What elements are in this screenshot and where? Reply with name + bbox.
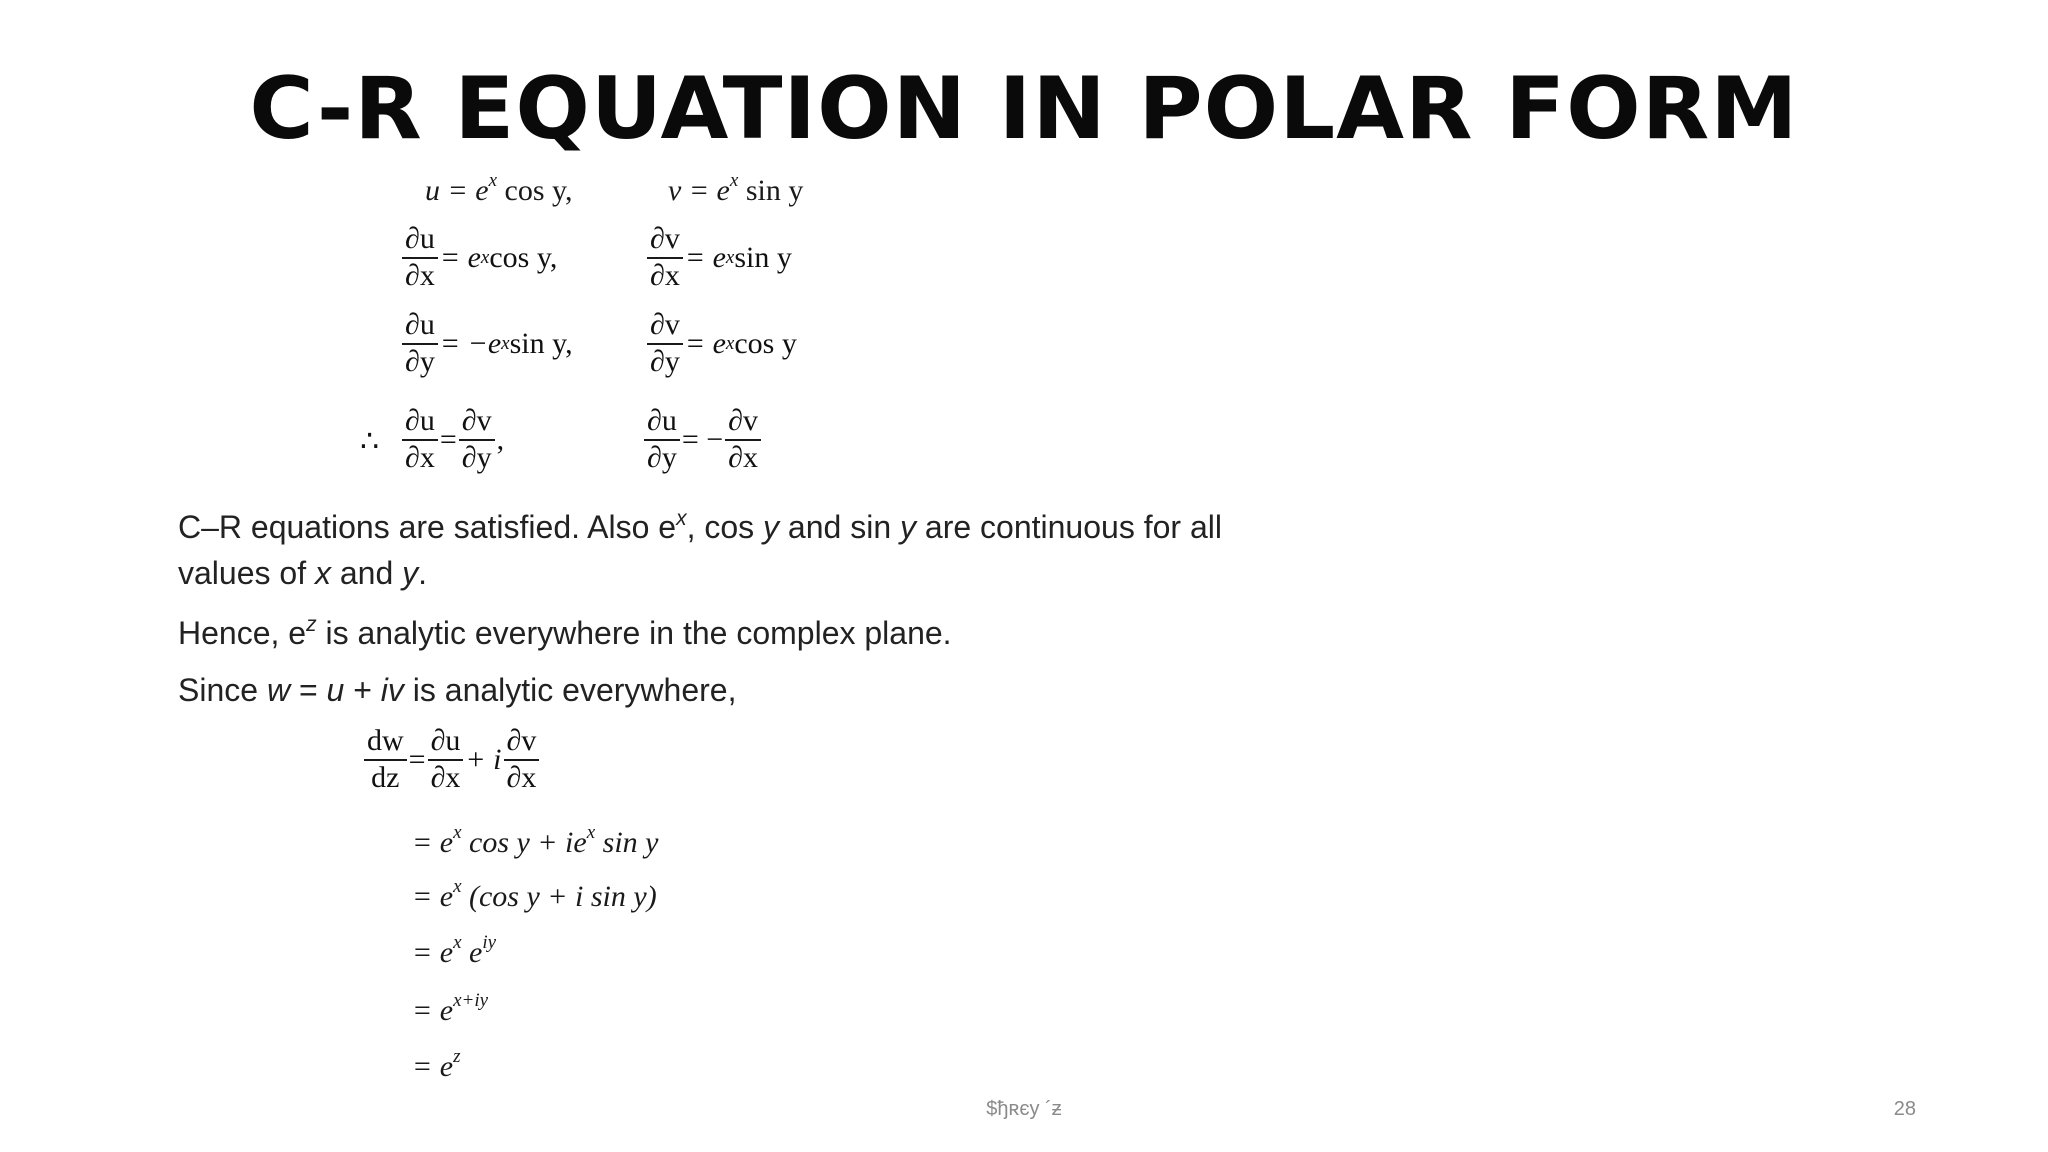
fraction-du-dx-2: $\frac{\partial u}{\partial x}$ (402, 404, 438, 475)
eq-row-3-right: $\frac{\partial v}{\partial y}$ = e x cos y (645, 308, 797, 379)
cr-condition-1: $\frac{\partial u}{\partial x}$ = $\frac{\partial v}{\partial y}$ , (400, 404, 504, 475)
eq-row-1-left: $u = e^x$ cos y, (425, 170, 573, 207)
fraction-du-dx-3: $\frac{\partial u}{\partial x}$ (428, 724, 464, 795)
result-line-3: = $e^x$ (cos y + i sin y) (412, 876, 657, 913)
cr-condition-2: $\frac{\partial u}{\partial y}$ = − $\frac{\partial v}{\partial x}$ (642, 404, 763, 475)
paragraph-cr-satisfied: C–R equations are satisfied. Also $e^x$, cos y and sin y are continuous for all values of x and y. (178, 507, 1222, 592)
fraction-dv-dy-2: $\frac{\partial v}{\partial y}$ (459, 404, 495, 475)
result-line-5: = $e^{x+iy}$ (412, 990, 489, 1027)
slide-title: C-R EQUATION IN POLAR FORM (249, 59, 1799, 159)
result-line-6: = $e^z$ (412, 1046, 461, 1083)
dw-dz-equation: $\frac{dw}{dz}$ = $\frac{\partial u}{\partial x}$ + i $\frac{\partial v}{\partial x}$ (362, 724, 541, 795)
footer-author: $ђʀєy ´ƶ (986, 1098, 1062, 1120)
fraction-du-dx: $\frac{\partial u}{\partial x}$ (402, 222, 438, 293)
fraction-dv-dx: $\frac{\partial v}{\partial x}$ (647, 222, 683, 293)
result-line-4: = $e^x$ $e^{iy}$ (412, 932, 497, 969)
fraction-dv-dy: $\frac{\partial v}{\partial y}$ (647, 308, 683, 379)
therefore-symbol: ∴ (360, 424, 380, 459)
fraction-du-dy: $\frac{\partial u}{\partial y}$ (402, 308, 438, 379)
eq-row-3-left: $\frac{\partial u}{\partial y}$ = −e x sin y, (400, 308, 573, 379)
fraction-dw-dz: $\frac{dw}{dz}$ (364, 724, 407, 795)
eq-row-1-right: $v = e^x$ sin y (668, 170, 804, 207)
fraction-du-dy-2: $\frac{\partial u}{\partial y}$ (644, 404, 680, 475)
fraction-dv-dx-3: $\frac{\partial v}{\partial x}$ (504, 724, 540, 795)
paragraph-since: Since w = u + iv is analytic everywhere, (178, 672, 737, 708)
eq-row-2-right: $\frac{\partial v}{\partial x}$ = e x sin y (645, 222, 792, 293)
page-number: 28 (1893, 1098, 1916, 1120)
result-line-2: = $e^x$ $\cos y + ie^x$ sin y (412, 822, 659, 859)
fraction-dv-dx-2: $\frac{\partial v}{\partial x}$ (725, 404, 761, 475)
eq-row-2-left: $\frac{\partial u}{\partial x}$ = e x cos y, (400, 222, 557, 293)
paragraph-analytic: Hence, $e^z$ is analytic everywhere in the complex plane. (178, 613, 952, 651)
